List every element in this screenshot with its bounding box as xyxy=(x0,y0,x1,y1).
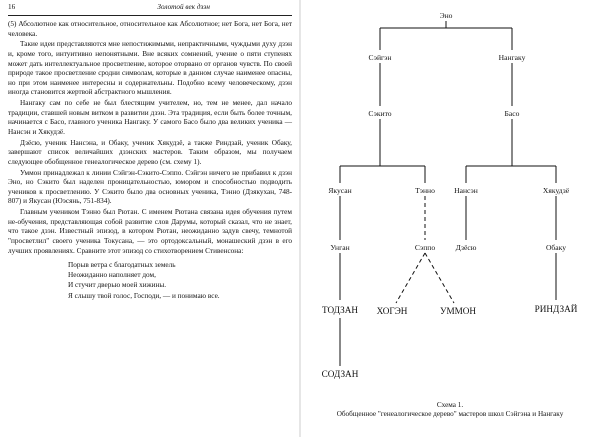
node-obaku: Обаку xyxy=(545,243,567,252)
node-yakusan: Якусан xyxy=(328,186,352,195)
running-head xyxy=(8,3,292,14)
header-rule xyxy=(8,15,292,16)
poem-line: Я слышу твой голос, Господи, — и понимаю все. xyxy=(68,291,220,300)
right-page xyxy=(300,0,600,437)
dashed-line-seppo-ummon xyxy=(425,253,454,303)
poem-line: Порыв ветра с благодатных земель xyxy=(68,261,176,270)
page-number: 16 xyxy=(8,3,16,11)
node-seppo: Сэппо xyxy=(414,243,436,252)
node-joshu: Дзёсю xyxy=(455,243,477,252)
node-tozan: ТОДЗАН xyxy=(321,305,359,315)
node-eno: Эно xyxy=(439,11,453,20)
node-seigen: Сэйгэн xyxy=(368,53,392,62)
node-hyakujo: Хякудзё xyxy=(542,186,570,195)
diagram-caption-title: Схема 1. xyxy=(436,401,464,409)
lineage-diagram xyxy=(300,0,600,437)
left-page xyxy=(8,3,292,433)
node-sekito: Сэкито xyxy=(368,109,392,118)
diagram-labels xyxy=(328,11,569,252)
poem xyxy=(68,260,292,301)
node-tenno: Тэнно xyxy=(415,186,435,195)
poem-line: Неожиданно наполняет дом, xyxy=(68,271,156,280)
poem-line: И стучит дверью моей хижины. xyxy=(68,281,167,290)
node-rinzai: РИНДЗАЙ xyxy=(534,304,578,314)
paragraph: Уммон принадлежал к линии Сэйгэн-Сэкито-Сэппо. Сэйгэн ничего не прибавил к дзэн Эно, но Сэкито был наделен проницательностью, юмором и способностью подводить учеников к просветлению. У Сэкито было два основных ученика, Тэнно (Дзякухан, 748-807) и Якусан (Юэсянь, 751-834). xyxy=(8,168,292,206)
dashed-line-seppo-hogen xyxy=(396,253,425,303)
node-nangaku: Нангаку xyxy=(498,53,526,62)
paragraph: Главным учеником Тэнно был Рютан. С именем Рютана связана идея обучения путем не-обучения, представляющая собой развитие слов Дарумы, который сказал, что не знает, что такое дзэн. Известный эпизод, в котором Рютан, неожиданно задув свечу, темнотой "просветлил" своего ученика Токусана, — это ортодоксальный, монашеский дзэн в его лучших проявлениях. Сравните этот эпизод со стихотворением Стивенсона: xyxy=(8,208,292,255)
node-baso: Басо xyxy=(504,109,520,118)
node-ummon: УММОН xyxy=(439,306,477,316)
diagram-school-labels xyxy=(322,304,578,379)
paragraph: Нангаку сам по себе не был блестящим учителем, но, тем не менее, дал начало традиции, ставшей новым витком в развитии дзэн. Эта традиция, если быть более точным, начинается с Басо, главного ученика Нангаку. У самого Басо было два великих ученика — Нансэн и Хякудзё. xyxy=(8,99,292,136)
diagram-caption-text: Обобщенное "генеалогическое дерево" мастеров школ Сэйгэна и Нангаку xyxy=(336,410,564,418)
node-hogen: ХОГЭН xyxy=(376,306,408,316)
running-title: Золотой век дзэн xyxy=(157,3,210,11)
node-nansen: Нансэн xyxy=(454,186,478,195)
node-ungan: Унган xyxy=(330,243,350,252)
paragraph: (5) Абсолютное как относительное, относительное как Абсолютное; нет Бога, нет Бога, нет человека. xyxy=(8,20,292,38)
paragraph: Такие идеи представляются мне непостижимыми, непрактичными, чуждыми духу дзэн и, кроме того, интуитивно непонятными. Вне всяких сомнений, учение о пяти ступенях может дать интеллектуальное просветление, которое оторвано от органов чувств. По своей природе такое просветление сродни символам, которые в данном случае наименее опасны, но при этом наименее интересны и содержательны. Подобно всему человеческому, дзэн иногда становится жертвой абстрактного мышления. xyxy=(8,40,292,97)
paragraph: Дзёсю, ученик Нансэна, и Обаку, ученик Хякудзё, а также Риндзай, ученик Обаку, завершают список величайших дзэнских мастеров. Таким образом, мы получаем следующее обобщенное генеалогическое дерево (см. схему 1). xyxy=(8,138,292,166)
node-sozan: СОДЗАН xyxy=(321,369,359,379)
